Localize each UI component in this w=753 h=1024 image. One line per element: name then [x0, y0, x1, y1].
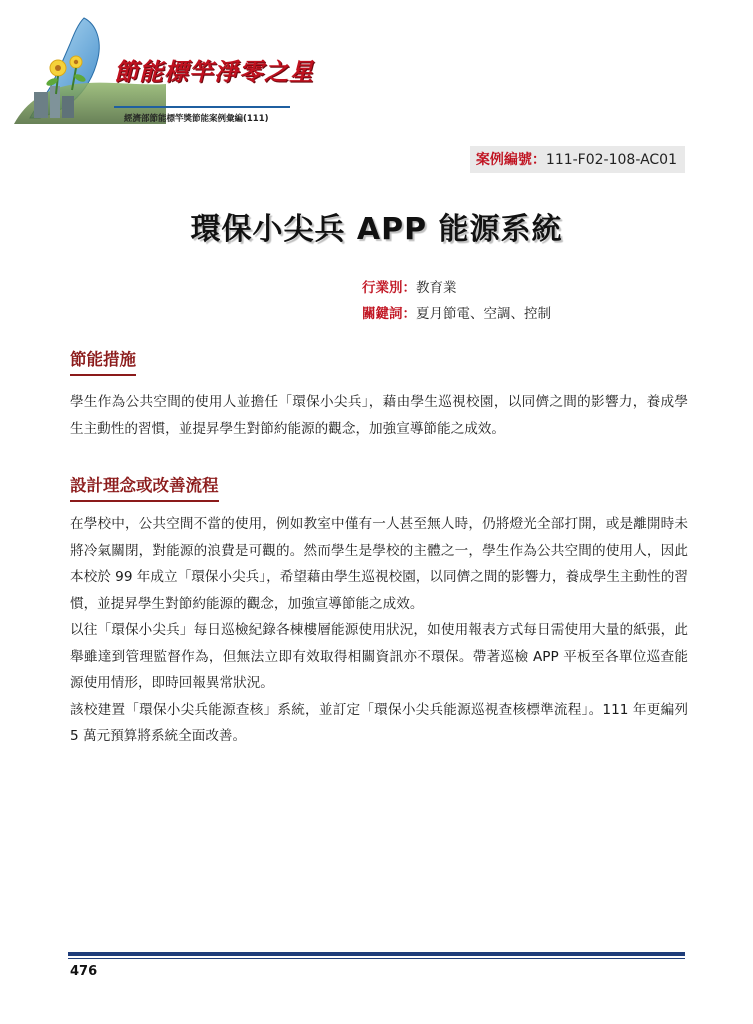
brand-subtitle: 經濟部節能標竿獎節能案例彙編(111) — [124, 114, 269, 124]
design-body — [70, 511, 688, 750]
design-paragraph: 該校建置「環保小尖兵能源查核」系統，並訂定「環保小尖兵能源巡視查核標準流程」。111 年更編列 5 萬元預算將系統全面改善。 — [70, 701, 688, 744]
section-heading-measures: 節能措施 — [70, 346, 136, 376]
keywords-value: 夏月節電、空調、控制 — [416, 306, 551, 322]
page-title: 環保小尖兵 APP 能源系統 — [190, 212, 563, 247]
industry-line — [362, 276, 457, 296]
brand-title: 節能標竿淨零之星 — [114, 57, 314, 86]
keywords-line — [362, 302, 551, 322]
case-number-value: 111-F02-108-AC01 — [545, 152, 677, 168]
footer-rule-thin — [68, 958, 685, 959]
case-number-label: 案例編號： — [475, 152, 546, 168]
page-number: 476 — [70, 964, 98, 979]
footer-rule — [68, 952, 685, 956]
design-paragraph: 以往「環保小尖兵」每日巡檢紀錄各棟樓層能源使用狀況，如使用報表方式每日需使用大量的紙張，此舉雖達到管理監督作為，但無法立即有效取得相關資訊亦不環保。帶著巡檢 APP 平板至各單位巡查能源使用情形，即時回報異常狀況。 — [70, 622, 688, 691]
design-paragraph: 在學校中，公共空間不當的使用，例如教室中僅有一人甚至無人時，仍將燈光全部打開，或是離開時未將冷氣關閉，對能源的浪費是可觀的。然而學生是學校的主體之一，學生作為公共空間的使用人，因此本校於 99 年成立「環保小尖兵」，希望藉由學生巡視校園，以同儕之間的影響力，養成學生主動性的習慣，並提昇學生對節約能源的觀念，加強宣導節能之成效。 — [70, 516, 688, 612]
industry-value: 教育業 — [416, 280, 457, 296]
section-heading-design: 設計理念或改善流程 — [70, 472, 219, 502]
keywords-label: 關鍵詞： — [362, 306, 416, 322]
case-number-box — [470, 146, 685, 173]
industry-label: 行業別： — [362, 280, 416, 296]
measures-paragraph: 學生作為公共空間的使用人並擔任「環保小尖兵」，藉由學生巡視校園，以同儕之間的影響力，養成學生主動性的習慣，並提昇學生對節約能源的觀念，加強宣導節能之成效。 — [70, 394, 688, 437]
logo — [6, 14, 314, 124]
